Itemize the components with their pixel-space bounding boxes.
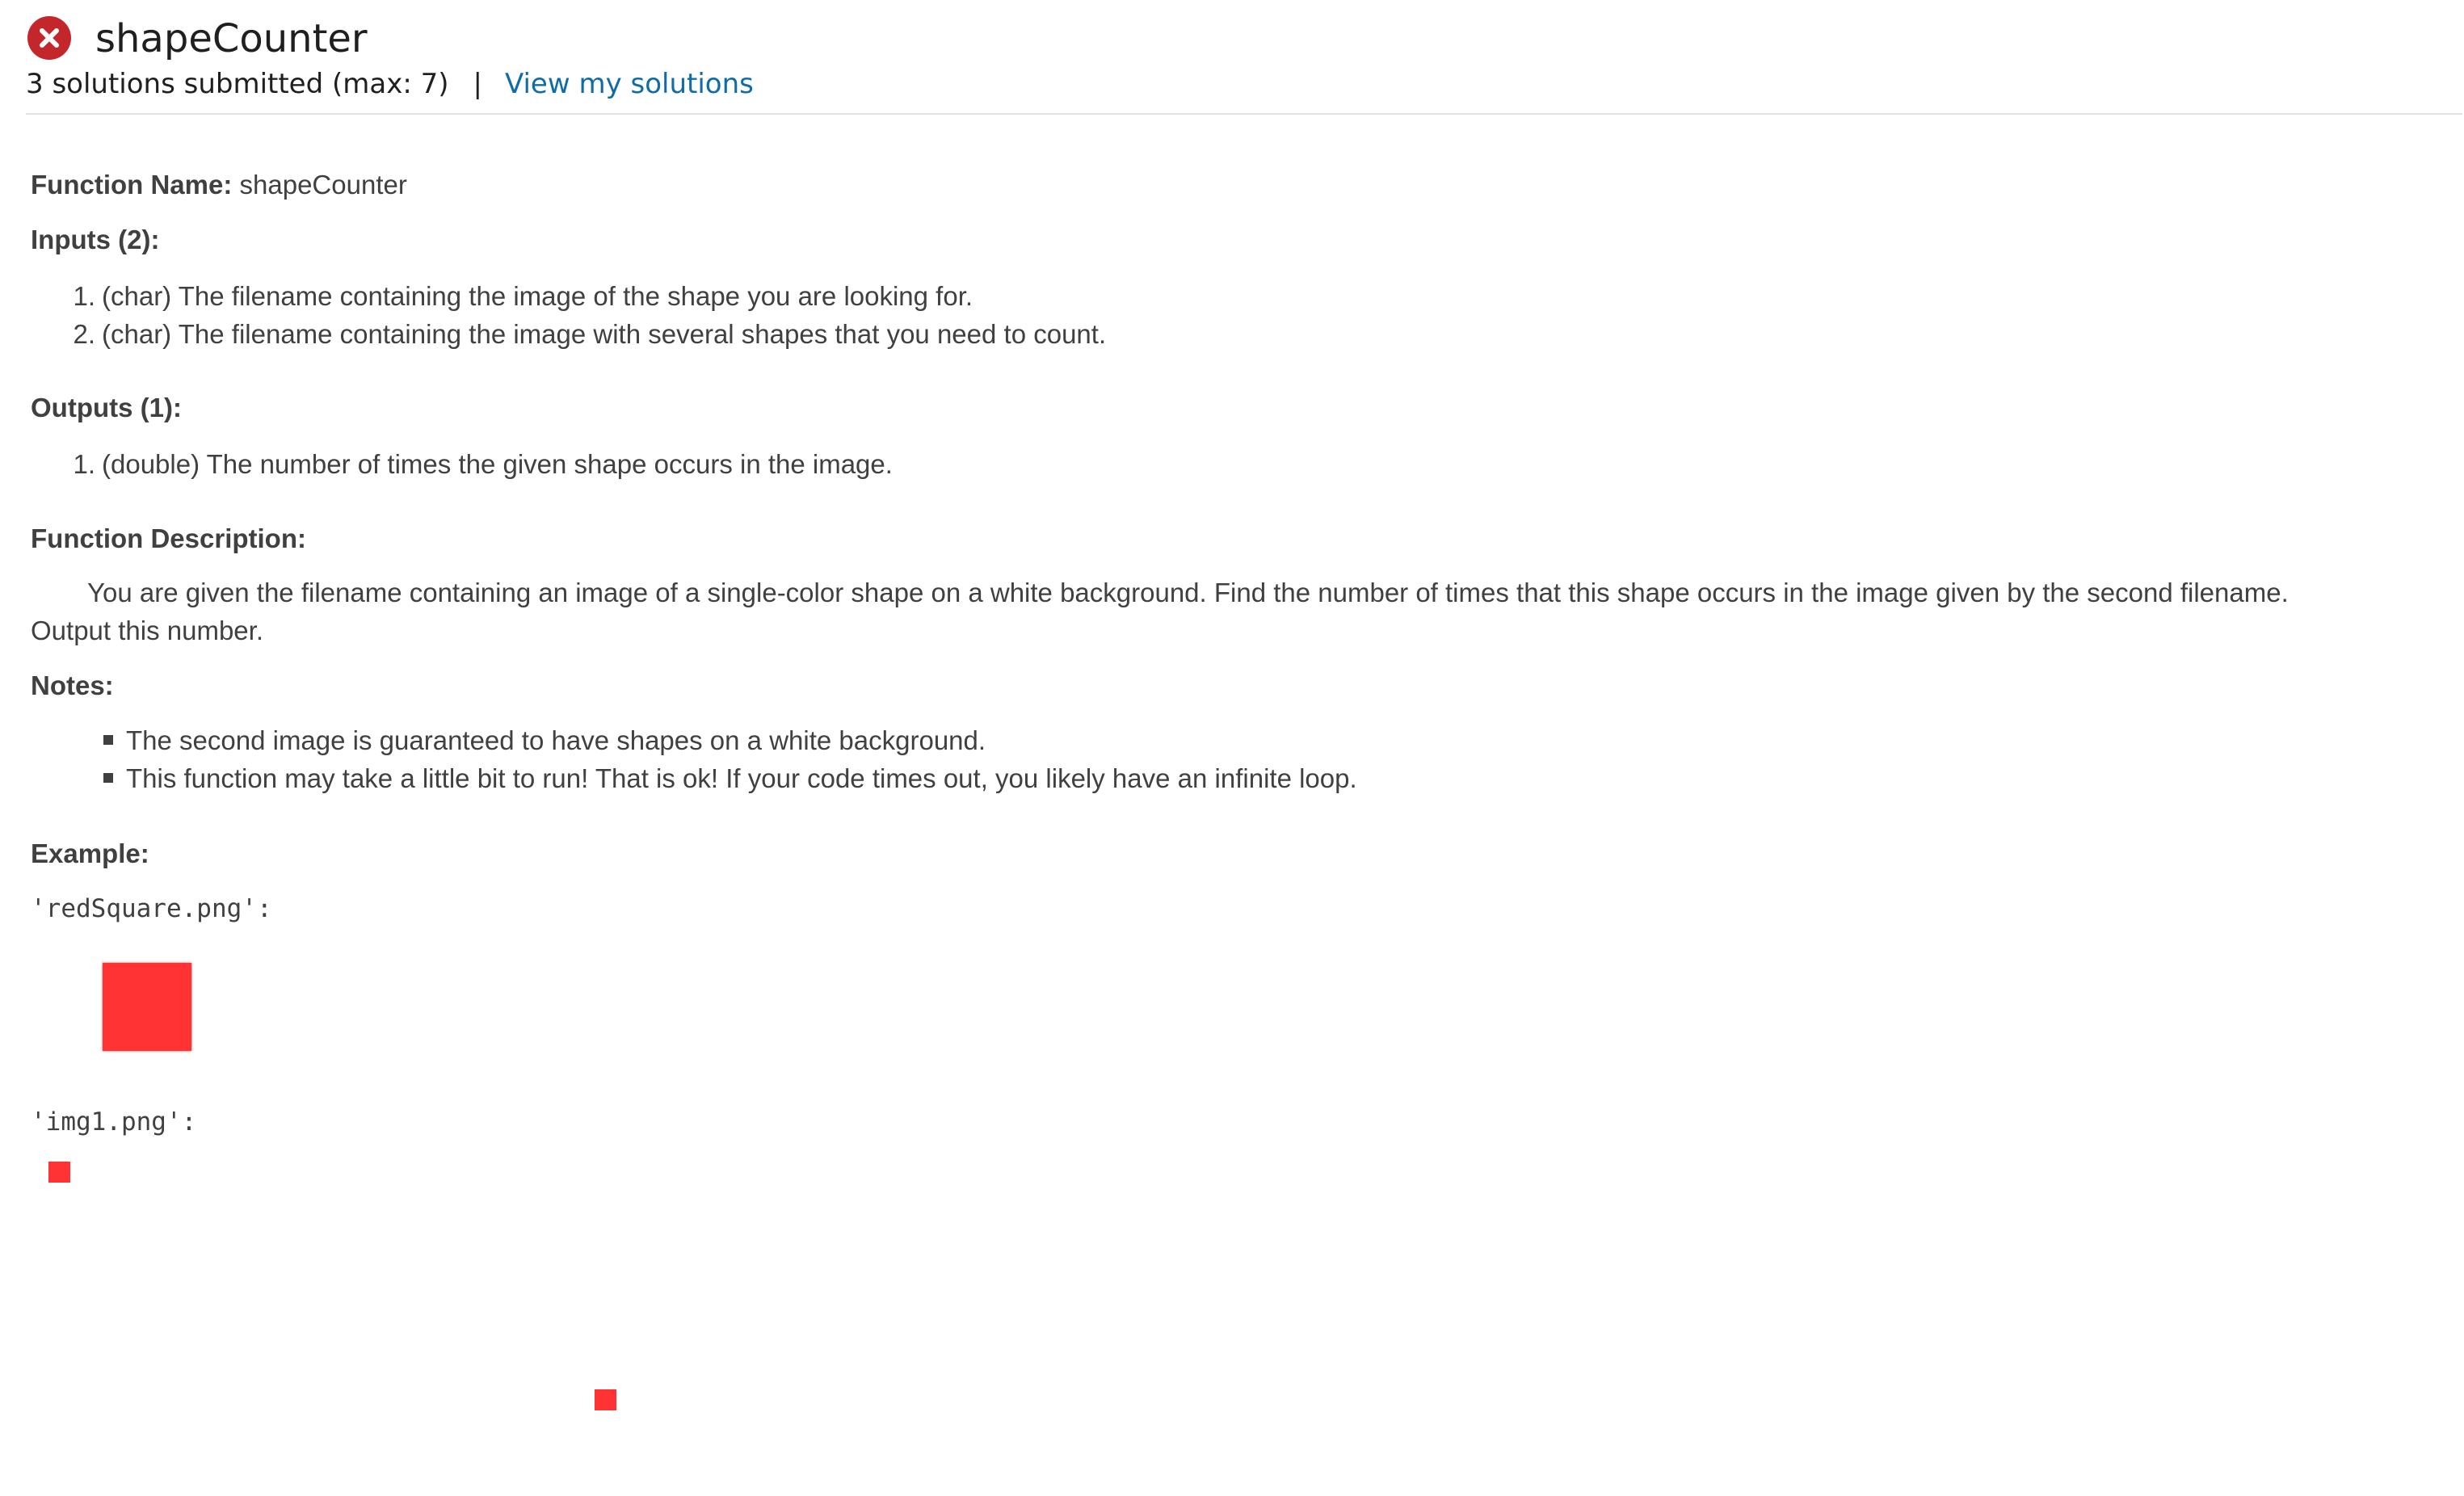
example-file-label: 'redSquare.png':	[31, 894, 272, 923]
submission-status	[26, 65, 754, 103]
list-item	[31, 446, 893, 483]
red-square-shape	[595, 1389, 616, 1410]
example-file-label: 'img1.png':	[31, 1107, 197, 1137]
submission-count: 3 solutions submitted (max: 7)	[26, 68, 449, 100]
list-item-text: This function may take a little bit to run! That is ok! If your code times out, you likely have an infinite loop.	[126, 763, 1357, 793]
outputs-heading: Outputs (1):	[31, 393, 182, 422]
view-solutions-link[interactable]: View my solutions	[504, 68, 754, 100]
list-item-text: The second image is guaranteed to have shapes on a white background.	[126, 725, 986, 755]
page-title: shapeCounter	[95, 16, 368, 61]
function-name-value: shapeCounter	[239, 170, 407, 200]
divider	[26, 113, 2462, 115]
list-item-number: 1.	[73, 281, 95, 311]
description-heading: Function Description:	[31, 523, 306, 553]
problem-header	[0, 0, 2464, 115]
bullet-icon	[103, 773, 113, 783]
list-item	[31, 278, 973, 315]
list-item	[31, 722, 986, 759]
list-item	[31, 316, 1106, 353]
notes-heading: Notes:	[31, 670, 114, 700]
description-text: You are given the filename containing an image of a single-color shape on a white background. Find the number of times that this shape occurs in the image given by the second filename. Output this number.	[31, 578, 2289, 645]
list-item	[31, 760, 1357, 797]
close-circle-icon	[27, 16, 71, 60]
example-heading: Example:	[31, 838, 149, 868]
bullet-icon	[103, 735, 113, 745]
red-square-shape	[48, 1162, 70, 1183]
list-item-text: (char) The filename containing the image with several shapes that you need to count.	[102, 319, 1107, 349]
list-item-text: (char) The filename containing the image of the shape you are looking for.	[102, 281, 973, 311]
list-item-number: 1.	[73, 449, 95, 479]
separator: |	[473, 68, 482, 100]
red-square-image	[103, 963, 191, 1051]
function-name-label: Function Name:	[31, 170, 233, 200]
inputs-heading: Inputs (2):	[31, 225, 160, 254]
list-item-number: 2.	[73, 319, 95, 349]
list-item-text: (double) The number of times the given shape occurs in the image.	[102, 449, 893, 479]
function-name-row	[31, 166, 407, 204]
